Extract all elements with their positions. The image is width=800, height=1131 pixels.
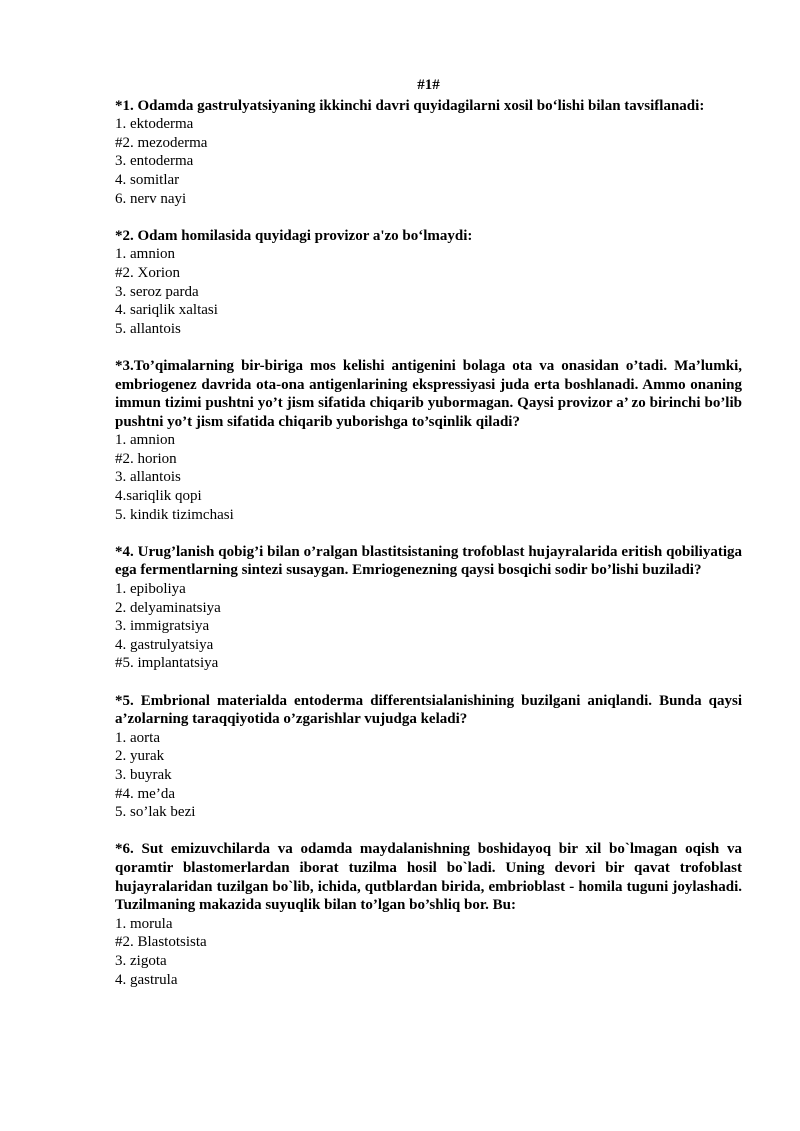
answer-options — [115, 729, 742, 822]
answer-option: 2. delyaminatsiya — [115, 599, 221, 616]
answer-option: 3. zigota — [115, 952, 167, 969]
answer-option: 4. somitlar — [115, 171, 180, 188]
answer-option: 1. amnion — [115, 432, 175, 449]
answer-option: 1. amnion — [115, 246, 175, 263]
answer-option: #4. me’da — [115, 785, 175, 802]
answer-option: 5. kindik tizimchasi — [115, 506, 234, 523]
answer-option: 3. entoderma — [115, 153, 194, 170]
answer-option: 3. seroz parda — [115, 283, 199, 300]
question-text: *4. Urug’lanish qobig’i bilan o’ralgan blastitsistaning trofoblast hujayralarida eritish qobiliyatiga ega fermentlarning sintezi susaygan. Emriogenezning qaysi bosqichi sodir bo’lishi buziladi? — [115, 543, 742, 579]
answer-option: #2. Xorion — [115, 264, 180, 281]
answer-option: #2. mezoderma — [115, 134, 208, 151]
answer-option: 4. gastrula — [115, 971, 178, 988]
question-3 — [115, 357, 742, 524]
question-text: *1. Odamda gastrulyatsiyaning ikkinchi davri quyidagilarni xosil bo‘lishi bilan tavsiflanadi: — [115, 97, 705, 114]
answer-option: 4.sariqlik qopi — [115, 488, 202, 505]
question-text: *2. Odam homilasida quyidagi provizor a'zo bo‘lmaydi: — [115, 227, 473, 244]
answer-options — [115, 915, 742, 989]
answer-option: #5. implantatsiya — [115, 655, 219, 672]
answer-option: 3. immigratsiya — [115, 618, 210, 635]
answer-option: #2. Blastotsista — [115, 934, 207, 951]
answer-option: #2. horion — [115, 450, 177, 467]
answer-option: 5. so’lak bezi — [115, 804, 196, 821]
question-4 — [115, 543, 742, 673]
page-title: #1# — [417, 77, 440, 93]
answer-option: 1. aorta — [115, 729, 160, 746]
question-text: *6. Sut emizuvchilarda va odamda maydalanishning boshidayoq bir xil bo`lmagan oqish va qoramtir blastomerlardan iborat tuzilma hosil bo`ladi. Uning devori bir qavat trofoblast hujayralaridan tuzilgan bo`lib, ichida, qutblardan birida, embrioblast - homila tuguni joylashadi. Tuzilmaning makazida suyuqlik bilan to’lgan bo’shliq bor. Bu: — [115, 841, 742, 914]
answer-option: 3. buyrak — [115, 766, 172, 783]
answer-option: 1. ektoderma — [115, 116, 194, 133]
answer-options — [115, 431, 742, 524]
question-2 — [115, 227, 742, 339]
answer-options — [115, 580, 742, 673]
question-1 — [115, 97, 742, 209]
answer-option: 1. epiboliya — [115, 581, 186, 598]
answer-option: 2. yurak — [115, 748, 165, 765]
answer-option: 3. allantois — [115, 469, 181, 486]
answer-options — [115, 245, 742, 338]
answer-option: 4. sariqlik xaltasi — [115, 302, 218, 319]
document-page — [115, 76, 742, 1008]
question-text: *5. Embrional materialda entoderma differentsialanishining buzilgani aniqlandi. Bunda qaysi a’zolarning taraqqiyotida o’zgarishlar vujudga keladi? — [115, 692, 742, 728]
answer-option: 6. nerv nayi — [115, 190, 187, 207]
answer-options — [115, 115, 742, 208]
answer-option: 4. gastrulyatsiya — [115, 636, 214, 653]
question-5 — [115, 692, 742, 822]
question-text: *3.To’qimalarning bir-biriga mos kelishi antigenini bolaga ota va onasidan o’tadi. Ma’lumki, embriogenez davrida ota-ona antigenlarining ekspressiyasi juda erta boshlanadi. Ammo onaning immun tizimi pushtni yo’t jism sifatida chiqarib yubormagan. Qaysi provizor a’ zo birinchi bo’lib pushtni yo’t jism sifatida chiqarib yuborishga to’sqinlik qiladi? — [115, 357, 742, 430]
question-6 — [115, 840, 742, 989]
answer-option: 1. morula — [115, 915, 173, 932]
answer-option: 5. allantois — [115, 320, 181, 337]
